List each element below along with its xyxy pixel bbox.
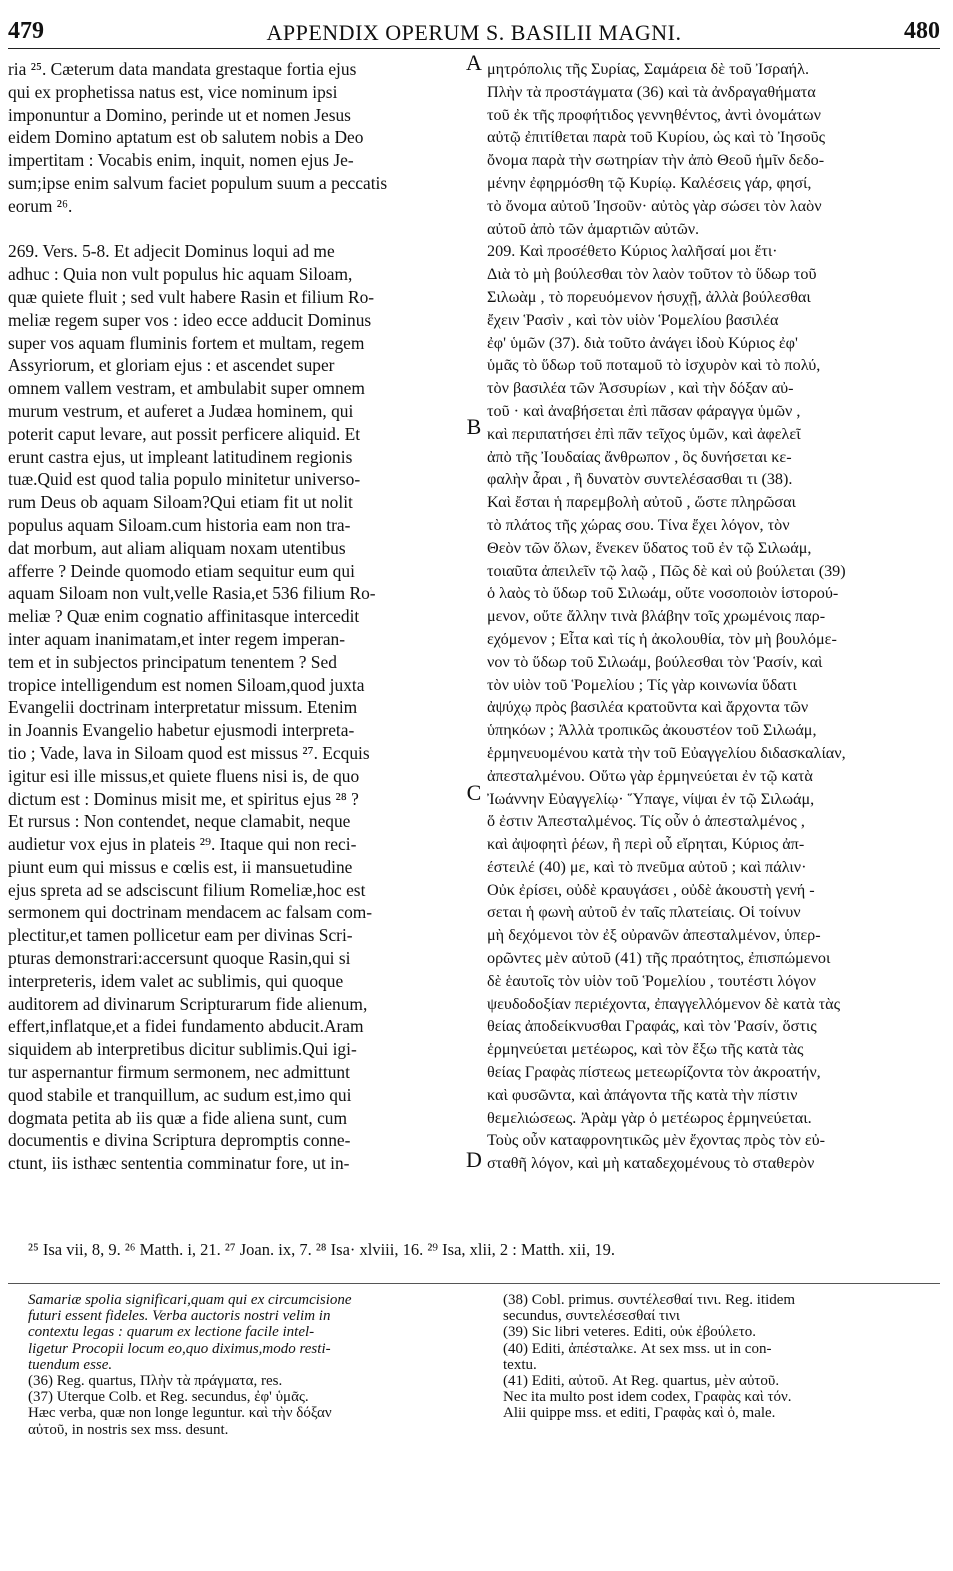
text-line: ὅ ἐστιν Ἀπεσταλμένος. Τίς οὖν ὁ ἀπεσταλμένος , <box>487 812 805 831</box>
text-line: in Joannis Evangelio habetur ejusmodi interpreta- <box>8 720 355 741</box>
footnote-line: textu. <box>503 1356 537 1373</box>
margin-marker-b: B <box>466 414 482 439</box>
text-line: sum;ipse enim salvum faciet populum suum a peccatis <box>8 172 388 193</box>
page-header <box>8 14 940 49</box>
text-line: φαλὴν ἆραι , ἢ δυνατὸν συντελέσασθαι τι (38). <box>487 470 793 489</box>
text-line: meliæ ? Quæ enim cognatio affinitasque intercedit <box>8 606 360 627</box>
text-line: Καὶ ἔσται ἡ παρεμβολὴ αὐτοῦ , ὥστε πληρῶσαι <box>487 493 796 512</box>
text-line: μητρόπολις τῆς Συρίας, Σαμάρεια δὲ τοῦ Ἰσραήλ. <box>487 60 810 78</box>
text-line: tem et in subjectos principatum tenentem ? Sed <box>8 651 337 672</box>
text-line: inter aquam inanimatam,et inter regem imperan- <box>8 628 346 649</box>
text-line: poterit caput levare, aut possit perficere aliquid. Et <box>8 423 361 444</box>
text-line: μὴ δεχόμενοι τὸν ἐξ οὐρανῶν ἀπεσταλμένον, ὑπερ- <box>487 926 821 945</box>
text-line: αὐτῷ ἐπιτίθεται παρὰ τοῦ Κυρίου, ὡς καὶ τὸ Ἰησοῦς <box>487 128 826 147</box>
text-line: μενον, οὔτε ἄλλην τινὰ βλάβην τοῖς χρωμένοις παρ- <box>487 607 826 626</box>
text-line: quæ quiete fluit ; sed vult habere Rasin et filium Ro- <box>8 286 375 307</box>
footnote-line: tuendum esse. <box>28 1356 113 1373</box>
text-line <box>8 218 462 241</box>
scripture-references: ²⁵ Isa vii, 8, 9. ²⁶ Matth. i, 21. ²⁷ Joan. ix, 7. ²⁸ Isa· xlviii, 16. ²⁹ Isa, xlii, 2 : Matth. xii, 19. <box>28 1240 615 1259</box>
footnote-line: Nec ita multo post idem codex, Γραφὰς καὶ τόν. <box>503 1389 792 1406</box>
text-line: 209. Καὶ προσέθετο Κύριος λαλῆσαί μοι ἔτι· <box>487 242 778 261</box>
text-line: ψευδοδοξίαν περιέχοντα, ἐπαγγελλόμενον δὲ κατὰ τὰς <box>487 994 841 1013</box>
text-line: τοῦ ἐκ τῆς προφήτιδος γεννηθέντος, ἀντὶ ὀνομάτων <box>487 105 821 124</box>
text-line: ὑπηκόων ; Ἀλλὰ τροπικῶς ἀκουστέον τοῦ Σιλωάμ, <box>487 721 817 740</box>
text-line: ἀψύχῳ πρὸς βασιλέα κρατοῦντα καὶ ἄρχοντα τῶν <box>487 698 809 717</box>
text-line: αὐτοῦ ἀπὸ τῶν ἁμαρτιῶν αὐτῶν. <box>487 219 700 238</box>
footnote-line: (39) Sic libri veteres. Editi, οὐκ ἐβούλετο. <box>503 1324 756 1341</box>
text-line: θείας Γραφὰς πίστεως μετεωρίζοντα τὸν ἀκροατήν, <box>487 1063 821 1082</box>
text-line: τὸ πλάτος τῆς χώρας σου. Τίνα ἔχει λόγον, τὸν <box>487 515 790 534</box>
text-line: εχόμενον ; Εἶτα καὶ τίς ἡ ἀκολουθία, τὸν μὴ βουλόμε- <box>487 629 837 648</box>
footnote-line: (36) Reg. quartus, Πλὴν τὰ πράγματα, res. <box>28 1373 283 1390</box>
text-line: ctunt, iis isthæc sententia comminatur fore, ut in- <box>8 1153 350 1174</box>
text-line: ορῶντες μὲν αὐτοῦ (41) τῆς πραότητος, ἐπισπώμενοι <box>487 949 831 968</box>
text-line: τοιαῦτα ἀπειλεῖν τῷ λαῷ , Πῶς δὲ καὶ οὐ βούλεται (39) <box>487 561 846 580</box>
text-line: eorum ²⁶. <box>8 195 73 216</box>
text-line: populus aquam Siloam.cum historia eam non tra- <box>8 514 351 535</box>
text-line: imponuntur a Domino, perinde ut et nomen Jesus <box>8 104 351 125</box>
margin-marker-d: D <box>466 1147 482 1172</box>
footnotes-left <box>28 1292 468 1438</box>
text-line: καὶ φυσῶντα, καὶ ἀπάγοντα τῆς κατὰ τὴν πίστιν <box>487 1085 798 1104</box>
text-line: θεμελιώσεως. Ἀρὰμ γὰρ ὁ μετέωρος ἑρμηνεύεται. <box>487 1108 812 1127</box>
text-line: auditorem ad divinarum Scripturarum fide alienum, <box>8 993 368 1014</box>
text-line: Πλὴν τὰ προστάγματα (36) καὶ τὰ ἀνδραγαθήματα <box>487 82 816 101</box>
footnote-line: Hæc verba, quæ non longe leguntur. καὶ τὴν δόξαν <box>28 1405 332 1422</box>
text-line: omnem vallem vestram, et ambulabit super omnem <box>8 378 365 399</box>
text-line: Evangelii doctrinam interpretatur missum. Etenim <box>8 697 358 718</box>
footnote-line: (41) Editi, αὐτοῦ. At Reg. quartus, μὲν αὐτοῦ. <box>503 1373 780 1390</box>
footnote-line: Samariæ spolia significari,quam qui ex circumcisione <box>28 1292 352 1308</box>
right-page-number: 480 <box>904 18 940 44</box>
text-line: ὁ λαὸς τὸ ὕδωρ τοῦ Σιλωάμ, οὔτε νοσοποιὸν ἱστορού- <box>487 584 839 603</box>
footnote-line: (38) Cobl. primus. συντέλεσθαί τινι. Reg. itidem <box>503 1292 796 1308</box>
text-line: 269. Vers. 5-8. Et adjecit Dominus loqui ad me <box>8 241 335 262</box>
text-line: murum vestrum, et auferet a Judæa hominem, qui <box>8 400 354 421</box>
text-line: Assyriorum, et gloriam ejus : et ascendet super <box>8 355 335 376</box>
text-line: δὲ ἑαυτοῖς τὸν υἱὸν τοῦ Ῥομελίου , τουτέστι λόγον <box>487 971 816 990</box>
text-line: quod stabile et tranquillum, ac sudum est,imo qui <box>8 1084 352 1105</box>
text-line: interpreteris, idem valet ac sublimis, qui quoque <box>8 970 344 991</box>
text-line: ἔχειν Ῥασὶν , καὶ τὸν υἱὸν Ῥομελίου βασιλέα <box>487 310 779 329</box>
footnote-line: (37) Uterque Colb. et Reg. secundus, ἐφ' ὑμᾶς. <box>28 1389 309 1406</box>
text-line: super vos aquam fluminis fortem et multam, regem <box>8 332 365 353</box>
text-line: τὸν βασιλέα τῶν Ἀσσυρίων , καὶ τὴν δόξαν αὐ- <box>487 379 794 398</box>
text-line: ὑμᾶς τὸ ὕδωρ τοῦ ποταμοῦ τὸ ἰσχυρὸν καὶ τὸ πολύ, <box>487 356 821 375</box>
text-line: ejus spreta ad se adsciscunt filium Romeliæ,hoc est <box>8 879 366 900</box>
text-line: impertitam : Vocabis enim, inquit, nomen ejus Je- <box>8 150 354 171</box>
text-line: σεται ἡ φωνὴ αὐτοῦ ἐν ταῖς πλατείαις. Οἱ τοίνυν <box>487 903 801 922</box>
footnote-line: Alii quippe mss. et editi, Γραφὰς καὶ ὁ, male. <box>503 1405 776 1422</box>
footnote-line: αὐτοῦ, in nostris sex mss. desunt. <box>28 1421 229 1438</box>
text-line: qui ex prophetissa natus est, vice nominum ipsi <box>8 81 338 102</box>
text-line: afferre ? Deinde quomodo etiam sequitur eum qui <box>8 560 355 581</box>
text-line: θείας ἀποδείκνυσθαι Γραφάς, καὶ τὸν Ῥασίν, ὅστις <box>487 1017 817 1036</box>
text-line: aquam Siloam non vult,velle Rasia,et 536 filium Ro- <box>8 583 376 604</box>
text-line: ἀπὸ τῆς Ἰουδαίας ἄνθρωπον , ὃς δυνήσεται κε- <box>487 447 792 466</box>
text-line: audietur vox ejus in plateis ²⁹. Itaque qui non reci- <box>8 834 357 855</box>
footnote-rule <box>8 1283 940 1284</box>
footnote-line: secundus, συντελέσεσθαί τινι <box>503 1308 680 1325</box>
text-line: tio ; Vade, lava in Siloam quod est missus ²⁷. Ecquis <box>8 742 370 763</box>
text-line: ria ²⁵. Cæterum data mandata grestaque fortia ejus <box>8 59 357 79</box>
text-line: τοῦ · καὶ ἀναβήσεται ἐπὶ πᾶσαν φάραγγα ὑμῶν , <box>487 401 801 420</box>
text-line: pturas demonstrari:accersunt quoque Rasin,qui si <box>8 948 351 969</box>
left-page-number: 479 <box>8 18 44 44</box>
text-line: igitur esi ille missus,et quiete fluens nisi is, de quo <box>8 765 360 786</box>
text-line: rum Deus ob aquam Siloam?Qui etiam fit ut nolit <box>8 492 353 513</box>
text-line: adhuc : Quia non vult populus hic aquam Siloam, <box>8 264 353 285</box>
footnote-line: (40) Editi, ἀπέσταλκε. At sex mss. ut in con- <box>503 1340 772 1357</box>
footnote-line: contextu legas : quarum ex lectione facile intel- <box>28 1324 315 1341</box>
text-line: ὄνομα παρὰ τὴν σωτηρίαν τὴν ἀπὸ Θεοῦ ἡμῖν δεδο- <box>487 151 825 170</box>
text-line: effert,inflatque,et a fidei fundamento abducit.Aram <box>8 1016 364 1037</box>
text-line: μένην ἐφηρμόσθη τῷ Κυρίῳ. Καλέσεις γάρ, φησί, <box>487 173 812 192</box>
text-line: dictum est : Dominus misit me, et spiritus ejus ²⁸ ? <box>8 788 359 809</box>
footnote-line: futuri essent fideles. Verba auctoris nostri velim in <box>28 1308 331 1325</box>
margin-marker-c: C <box>466 780 482 805</box>
latin-column <box>8 58 462 1175</box>
text-line: documentis e divina Scriptura depromptis conne- <box>8 1130 351 1151</box>
text-line: Ἰωάννην Εὐαγγελίῳ· Ὕπαγε, νίψαι ἐν τῷ Σιλωάμ, <box>487 789 815 808</box>
text-line: τὸν υἱὸν τοῦ Ῥομελίου ; Τίς γὰρ κοινωνία ὕδατι <box>487 675 797 694</box>
text-line: καὶ περιπατήσει ἐπὶ πᾶν τεῖχος ὑμῶν, καὶ ἀφελεῖ <box>487 424 801 443</box>
greek-column <box>487 58 943 1175</box>
text-line: ἑρμηνευομένου κατὰ τὴν τοῦ Εὐαγγελίου διδασκαλίαν, <box>487 743 846 762</box>
text-line: eidem Domino aptatum est ob salutem nobis a Deo <box>8 127 364 148</box>
text-line: ἑρμηνεύεται μετέωρος, καὶ τὸν ἔξω τῆς κατὰ τὰς <box>487 1040 804 1059</box>
text-line: Σιλωὰμ , τὸ πορευόμενον ἡσυχῇ, ἀλλὰ βούλεσθαι <box>487 287 811 306</box>
text-line: Τοὺς οὖν καταφρονητικῶς μὲν ἔχοντας πρὸς τὸν εὐ- <box>487 1131 826 1150</box>
text-line: καὶ ἀψοφητὶ ῥέων, ἢ περὶ οὗ εἴρηται, Κύριος ἀπ- <box>487 835 805 854</box>
text-line: piunt eum qui missus e cœlis est, ii mansuetudine <box>8 856 353 877</box>
text-line: meliæ regem super vos : ideo ecce adducit Dominus <box>8 309 372 330</box>
text-line: Διὰ τὸ μὴ βούλεσθαι τὸν λαὸν τοῦτον τὸ ὕδωρ τοῦ <box>487 265 817 284</box>
text-line: dogmata petita ab iis quæ a fide aliena sunt, cum <box>8 1107 348 1128</box>
text-line: sermonem qui doctrinam mendacem ac falsam com- <box>8 902 373 923</box>
footnotes-right <box>503 1292 933 1422</box>
text-line: tuæ.Quid est quod talia populo minitetur universo- <box>8 469 361 490</box>
text-line: τὸ ὄνομα αὐτοῦ Ἰησοῦν· αὐτὸς γὰρ σώσει τὸν λαὸν <box>487 196 822 215</box>
text-line: ἐφ' ὑμῶν (37). διὰ τοῦτο ἀνάγει ἰδοὺ Κύριος ἐφ' <box>487 333 798 352</box>
text-line: Οὐκ ἐρίσει, οὐδὲ κραυγάσει , οὐδὲ ἀκουστὴ γενή - <box>487 880 815 899</box>
text-line: tur aspernantur firmum sermonem, nec admittunt <box>8 1062 350 1083</box>
text-line: έστειλέ (40) με, καὶ τὸ πνεῦμα αὐτοῦ ; καὶ πάλιν· <box>487 857 807 876</box>
text-line: erunt castra ejus, ut impleant latitudinem regionis <box>8 446 353 467</box>
margin-marker-a: A <box>466 50 482 75</box>
text-line: νον τὸ ὕδωρ τοῦ Σιλωάμ, βούλεσθαι τὸν Ῥασίν, καὶ <box>487 652 823 671</box>
text-line: σταθῆ λόγον, καὶ μὴ καταδεχομένους τὸ σταθερὸν <box>487 1154 815 1173</box>
text-line: tropice intelligendum est nomen Siloam,quod juxta <box>8 674 365 695</box>
footnote-line: ligetur Procopii locum eo,quo diximus,modo resti- <box>28 1340 331 1357</box>
text-line: siquidem ab interpretibus dicitur sublimis.Qui igi- <box>8 1039 357 1060</box>
text-line: plectitur,et tamen pollicetur eam per divinas Scri- <box>8 925 353 946</box>
running-head: APPENDIX OPERUM S. BASILII MAGNI. <box>266 20 682 45</box>
text-line: Et rursus : Non contendet, neque clamabit, neque <box>8 811 351 832</box>
text-line: Θεὸν τῶν ὅλων, ἕνεκεν ὕδατος τοῦ ἐν τῷ Σιλωάμ, <box>487 538 812 557</box>
text-line: ἀπεσταλμένου. Οὕτω γὰρ ἑρμηνεύεται ἐν τῷ κατὰ <box>487 766 813 785</box>
text-line: dat morbum, aut aliam aliquam noxam utentibus <box>8 537 346 558</box>
